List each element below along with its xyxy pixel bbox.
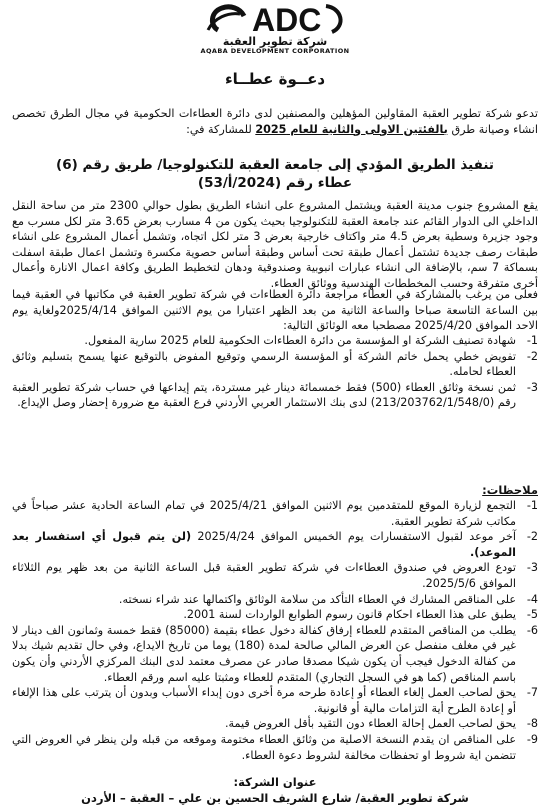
address-heading: عنوان الشركة:	[233, 775, 317, 789]
company-logo	[175, 0, 375, 62]
document-item-number: 2-	[526, 349, 538, 363]
intro-paragraph	[12, 106, 538, 137]
documents-intro: فعلى من يرغب بالمشاركة في العطاء مراجعة دائرة العطاءات في شركة تطوير العقبة في مكاتبها في العقبة فيما بين الساعة التاسعة صباحا والساعة الثانية من بعد الظهر اعتبارا من يوم الاثنين الموافق 2025/4/14ولغاية يوم الاحد الموافق 2025/4/20 مصطحبا معه الوثائق التالية:	[12, 288, 538, 333]
page-title: دعــوة عطــاء	[224, 70, 326, 88]
note-item	[12, 560, 538, 591]
tender-title-line1: تنفيذ الطريق المؤدي إلى جامعة العقبة للتكنولوجيا/ طريق رقم (6)	[56, 157, 494, 173]
note-item	[12, 623, 538, 685]
note-item-text: يحق لصاحب العمل إلغاء العطاء أو إعادة طرحه مرة أخرى دون إبداء الأسباب وبدون أن يترتب على هذا الإلغاء أو إعادة الطرح أية التزامات مالية أو قانونية.	[12, 686, 516, 715]
document-item-text: تفويض خطي يحمل خاتم الشركة أو المؤسسة الرسمي وتوقيع المفوض بالتوقيع عنها يسمح بتسليم وثائق العطاء لحامله.	[12, 349, 516, 379]
note-item	[12, 732, 538, 763]
note-item-number: 3-	[526, 561, 538, 575]
note-item-text: على المناقص ان يقدم النسخة الاصلية من وثائق العطاء مختومة وموقعه من قبله ولن ينظر في العروض التي تتضمن اية شروط او تحفظات مخالفة لشروط دعوة العطاء.	[12, 732, 516, 762]
note-item-number: 8-	[526, 717, 538, 731]
note-item-text: على المناقص المشارك في العطاء التأكد من سلامة الوثائق واكتمالها عند شراء نسخته.	[118, 592, 516, 606]
note-item-text: يطلب من المناقص المتقدم للعطاء إرفاق كفالة دخول عطاء بقيمة (85000) فقط خمسة وثمانون الف دينار لا غير في مغلف منفصل عن العرض المالي صالحة لمدة (180) يوما من تاريخ الايداع، وفي حال تقديم شيك بدلا من كفالة الدخول فيجب أن يكون شيكا مصدقا صادر عن مصرف معتمد لدى البنك المركزي الأردني وأن يكون باسم المناقص (كما هو في السجل التجاري) المتقدم للعطاء ومثبتا عليه اسم ورقم العطاء.	[12, 623, 517, 684]
intro-text-1: تدعو شركة تطوير العقبة المقاولين المؤهلين والمصنفين لدى دائرة العطاءات الحكومية في مجال الطرق تخصص انشاء وصيانة طرق	[12, 107, 538, 136]
note-item-emphasis: (لن يتم قبول أي استفسار بعد الموعد).	[12, 530, 516, 559]
note-item-number: 2-	[526, 530, 538, 544]
intro-underlined: بالفئتين الاولى والثانية للعام 2025	[255, 122, 448, 136]
company-address: شركة تطوير العقبة/ شارع الشريف الحسين بن علي – العقبة – الأردن	[81, 791, 469, 805]
document-item-text: شهادة تصنيف الشركة او المؤسسة من دائرة العطاءات الحكومية للعام 2025 سارية المفعول.	[84, 334, 516, 347]
intro-text-2: للمشاركة في:	[186, 122, 256, 136]
note-item-number: 6-	[526, 623, 538, 637]
documents-list	[12, 333, 538, 411]
note-item	[12, 498, 538, 529]
note-item-number: 5-	[526, 608, 538, 622]
note-item-number: 1-	[526, 499, 538, 512]
note-item-number: 7-	[526, 686, 538, 700]
document-item	[12, 333, 538, 349]
note-item-number: 4-	[526, 592, 538, 606]
note-item-text: آخر موعد لقبول الاستفسارات يوم الخميس الموافق 2025/4/24	[191, 530, 516, 544]
document-item-text: ثمن نسخة وثائق العطاء (500) فقط خمسمائة دينار غير مستردة، يتم إيداعها في حساب شركة تطوير العقبة رقم (213/203762/1/548/0) لدى بنك الاستثمار العربي الأردني فرع العقبة مع ضرورة إحضار وصل الإيداع.	[12, 380, 516, 410]
tender-number: عطاء رقم (2024/أ/53)	[197, 175, 353, 191]
note-item	[12, 529, 538, 560]
document-item-number: 1-	[526, 334, 538, 347]
document-item	[12, 380, 538, 411]
notes-list	[12, 498, 538, 763]
note-item-number: 9-	[526, 732, 538, 746]
logo-english-name: AQABA DEVELOPMENT CORPORATION	[200, 47, 350, 55]
project-description: يقع المشروع جنوب مدينة العقبة ويشتمل المشروع على انشاء الطريق بطول حوالي 2300 متر من ساحة النقل الداخلي الى الدوار القائم عند جامعة العقبة للتكنولوجيا بحيث يكون من 4 مسارب بعرض 3.65 متر لكل مسرب مع وجود جزيرة وسطية بعرض 4.5 متر واكتاف خارجية بعرض 3 متر لكل اتجاه، وتشمل أعمال المشروع على انشاء طبقات رصف جديدة تشتمل أعمال طبقة تحت أساس وطبقة أساس حصوية مكسرة وتشمل اعمال طبقة اسفلت بسماكة 7 سم، بالإضافة الى انشاء عبارات انبوبية وصندوقية ودهان لتخطيط الطريق وكافة اعمال الانارة وأعمال أخرى متفرقة وحسب المخططات الهندسية ووثائق العطاء.	[12, 199, 539, 290]
note-item-text: يطبق على هذا العطاء احكام قانون رسوم الطوابع الواردات لسنة 2001.	[183, 608, 516, 622]
note-item-text: يحق لصاحب العمل إحالة العطاء دون التقيد بأقل العروض قيمة.	[224, 717, 516, 731]
document-item	[12, 349, 538, 380]
note-item-text: التجمع لزيارة الموقع للمتقدمين يوم الاثنين الموافق 2025/4/21 في تمام الساعة الحادية عشر صباحاً في مكاتب شركة تطوير العقبة.	[12, 499, 516, 528]
logo-mark-text: ADC	[252, 2, 322, 36]
note-item	[12, 685, 538, 716]
note-item	[12, 607, 538, 623]
tender-title	[12, 156, 538, 192]
note-item-text: تودع العروض في صندوق العطاءات في شركة تطوير العقبة قبل الساعة الثانية من بعد ظهر يوم الثلاثاء الموافق 2025/5/6.	[12, 561, 516, 590]
document-item-number: 3-	[526, 380, 538, 394]
note-item	[12, 592, 538, 608]
notes-heading: ملاحظات:	[482, 483, 538, 497]
note-item	[12, 716, 538, 732]
adc-logo-icon	[200, 0, 350, 36]
logo-arabic-name: شركة تطوير العقبة	[222, 35, 328, 48]
